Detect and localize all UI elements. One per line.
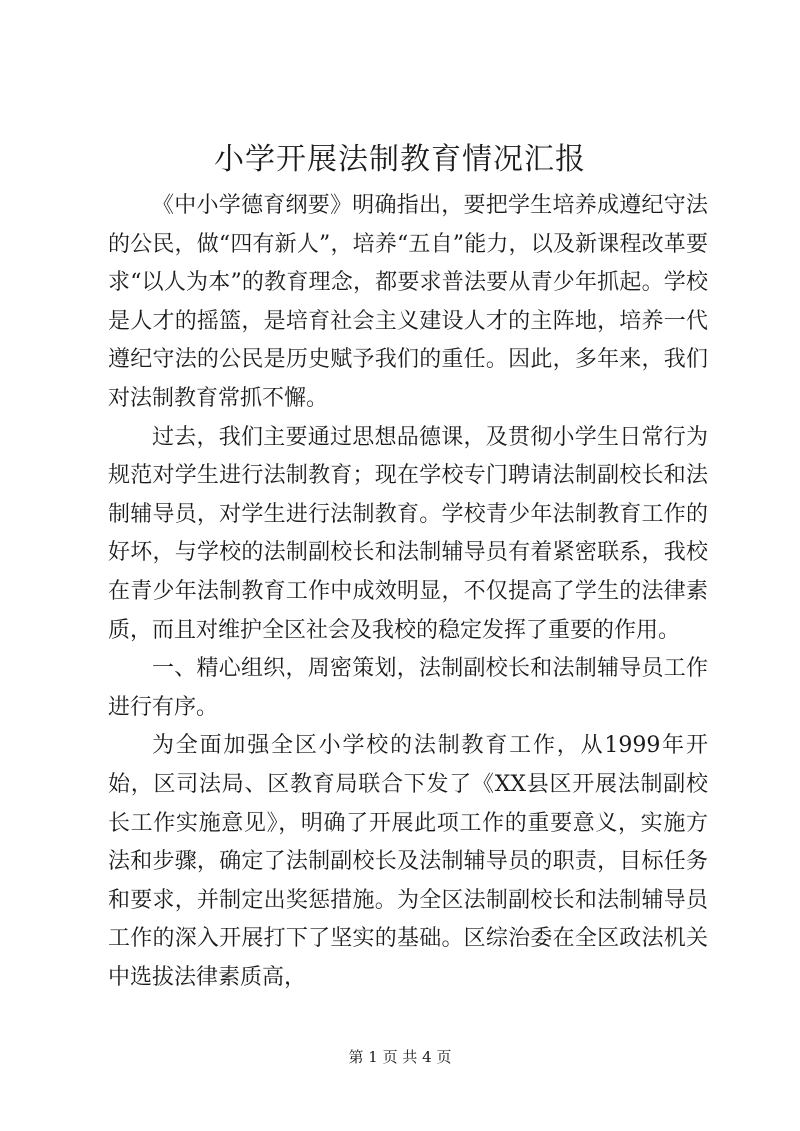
- paragraph-past-and-present: 过去，我们主要通过思想品德课，及贯彻小学生日常行为规范对学生进行法制教育；现在学校专门聘请法制副校长和法制辅导员，对学生进行法制教育。学校青少年法制教育工作的好坏，与学校的法制副校长和法制辅导员有着紧密联系，我校在青少年法制教育工作中成效明显，不仅提高了学生的法律素质，而且对维护全区社会及我校的稳定发挥了重要的作用。: [108, 424, 708, 643]
- paragraph-implementation: 为全面加强全区小学校的法制教育工作，从1999年开始，区司法局、区教育局联合下发了《XX县区开展法制副校长工作实施意见》，明确了开展此项工作的重要意义，实施方法和步骤，确定了法制副校长及法制辅导员的职责，目标任务和要求，并制定出奖惩措施。为全区法制副校长和法制辅导员工作的深入开展打下了坚实的基础。区综治委在全区政法机关中选拔法律素质高，: [108, 733, 708, 990]
- section-heading-one: 一、精心组织，周密策划，法制副校长和法制辅导员工作进行有序。: [108, 656, 708, 720]
- document-title: 小学开展法制教育情况汇报: [214, 142, 586, 177]
- document-body: [108, 187, 708, 997]
- page-footer: 第 1 页 共 4 页: [348, 1048, 452, 1066]
- paragraph-intro: 《中小学德育纲要》明确指出，要把学生培养成遵纪守法的公民，做“四有新人”，培养“五自”能力，以及新课程改革要求“以人为本”的教育理念，都要求普法要从青少年抓起。学校是人才的摇篮，是培育社会主义建设人才的主阵地，培养一代遵纪守法的公民是历史赋予我们的重任。因此，多年来，我们对法制教育常抓不懈。: [108, 193, 708, 411]
